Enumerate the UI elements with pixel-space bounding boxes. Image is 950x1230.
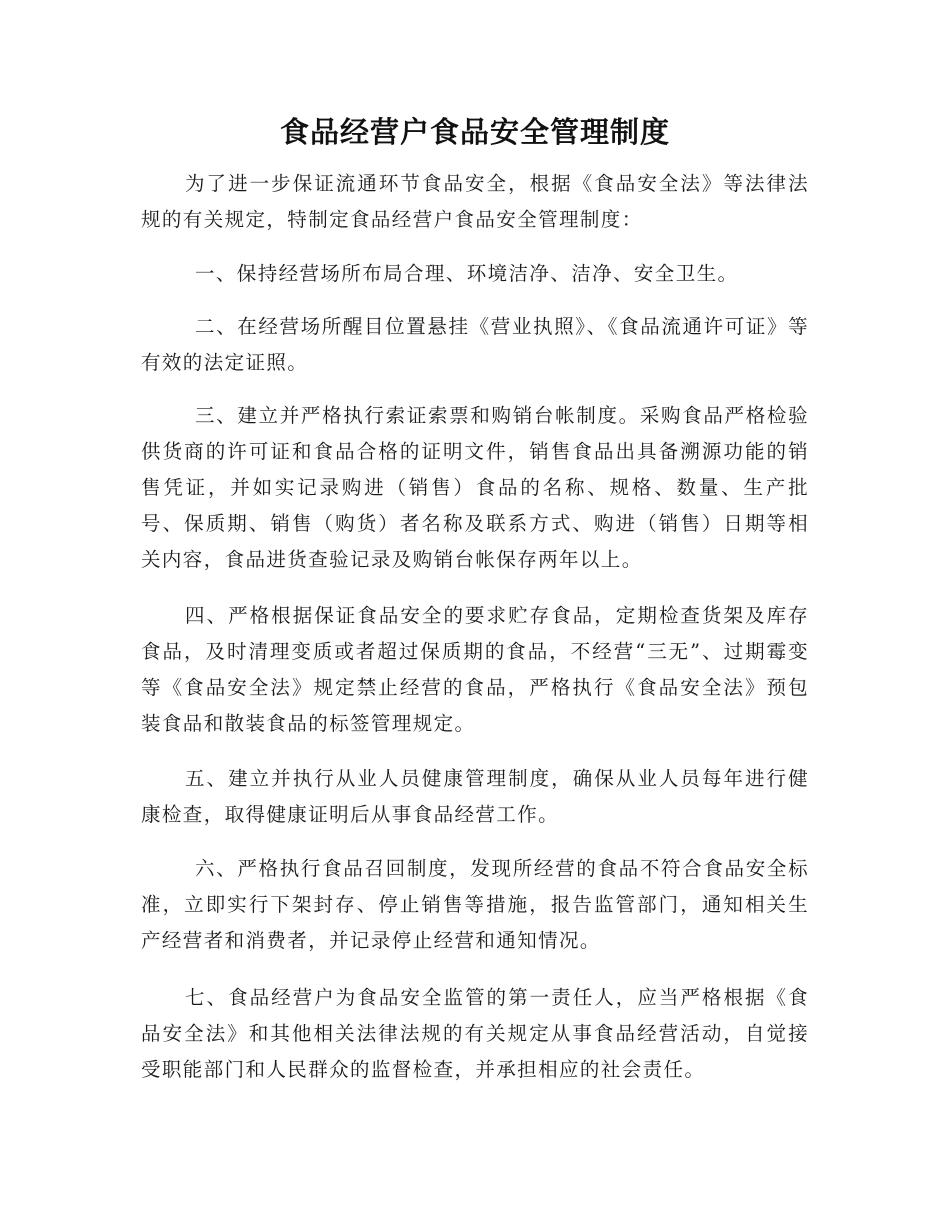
clause-5: 五、建立并执行从业人员健康管理制度，确保从业人员每年进行健康检查，取得健康证明后从事食品经营工作。 bbox=[141, 767, 809, 826]
clause-1: 一、保持经营场所布局合理、环境洁净、洁净、安全卫生。 bbox=[195, 262, 739, 285]
intro-paragraph: 为了进一步保证流通环节食品安全，根据《食品安全法》等法律法规的有关规定，特制定食品经营户食品安全管理制度： bbox=[141, 172, 809, 231]
clause-2: 二、在经营场所醒目位置悬挂《营业执照》、《食品流通许可证》等有效的法定证照。 bbox=[141, 315, 809, 374]
document-title: 食品经营户食品安全管理制度 bbox=[279, 115, 670, 149]
clause-3: 三、建立并严格执行索证索票和购销台帐制度。采购食品严格检验供货商的许可证和食品合格的证明文件，销售食品出具备溯源功能的销售凭证，并如实记录购进（销售）食品的名称、规格、数量、生产批号、保质期、销售（购货）者名称及联系方式、购进（销售）日期等相关内容，食品进货查验记录及购销台帐保存两年以上。 bbox=[141, 404, 809, 571]
clause-6: 六、严格执行食品召回制度，发现所经营的食品不符合食品安全标准，立即实行下架封存、停止销售等措施，报告监管部门，通知相关生产经营者和消费者，并记录停止经营和通知情况。 bbox=[141, 857, 809, 952]
clause-7: 七、食品经营户为食品安全监管的第一责任人，应当严格根据《食品安全法》和其他相关法律法规的有关规定从事食品经营活动，自觉接受职能部门和人民群众的监督检查，并承担相应的社会责任。 bbox=[141, 986, 809, 1081]
clause-4: 四、严格根据保证食品安全的要求贮存食品，定期检查货架及库存食品，及时清理变质或者超过保质期的食品，不经营“三无”、过期霉变等《食品安全法》规定禁止经营的食品，严格执行《食品安全法》预包装食品和散装食品的标签管理规定。 bbox=[141, 604, 809, 735]
